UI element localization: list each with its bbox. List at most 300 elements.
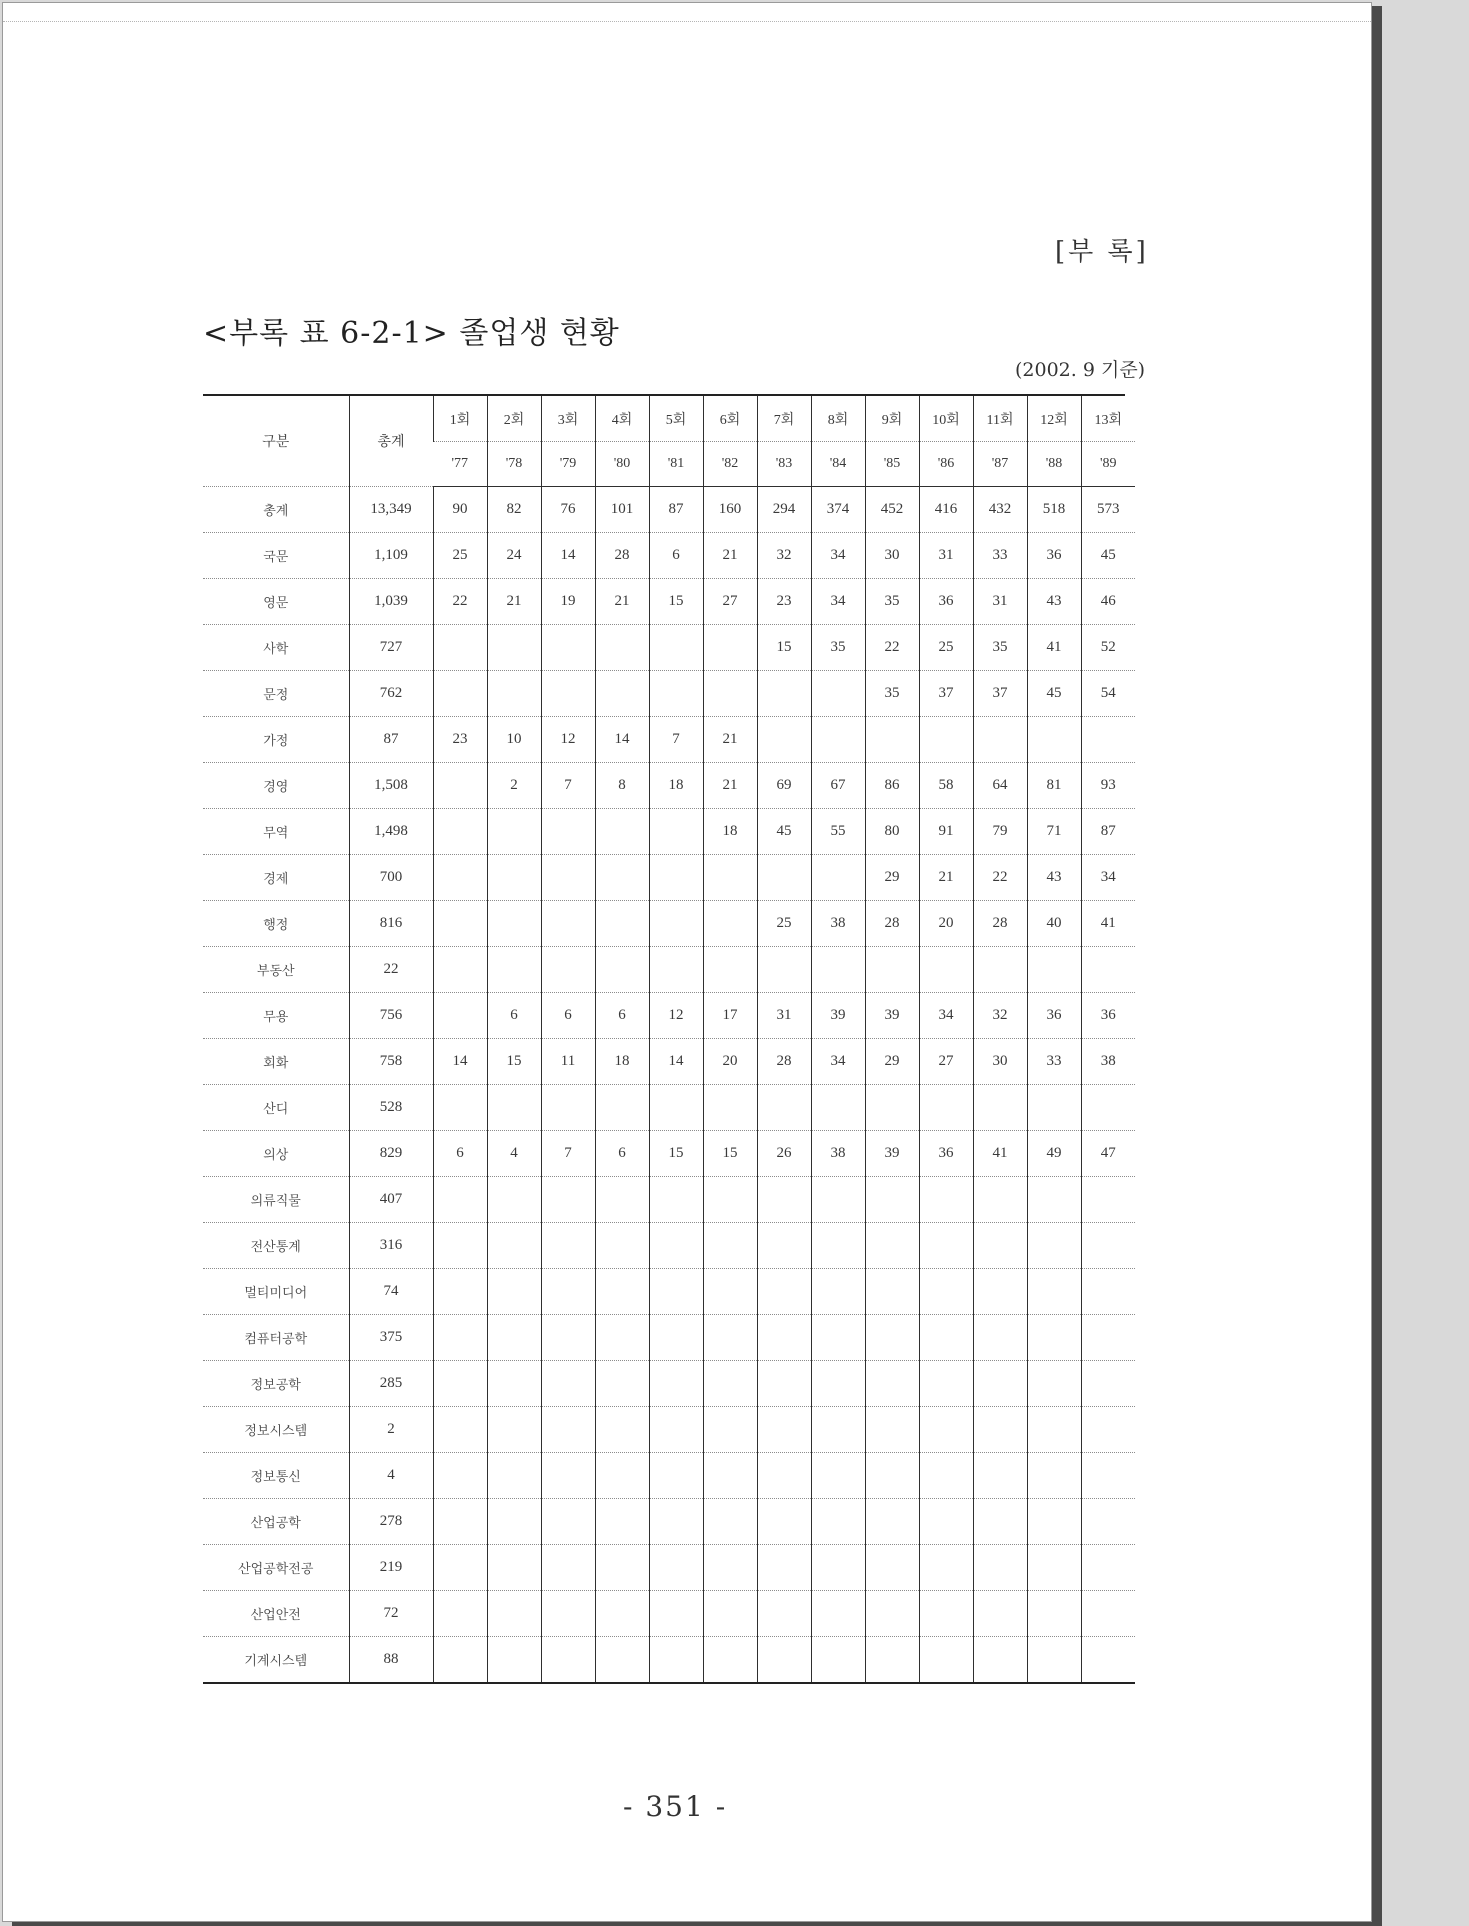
row-label: 기계시스템: [203, 1637, 349, 1684]
table-cell: 34: [811, 1039, 865, 1085]
table-cell: [649, 1545, 703, 1591]
table-cell: [919, 947, 973, 993]
table-cell: 28: [973, 901, 1027, 947]
table-cell: [757, 1407, 811, 1453]
header-round: 4회: [595, 396, 649, 442]
header-round: 10회: [919, 396, 973, 442]
table-cell: [1081, 1407, 1135, 1453]
table-cell: [1027, 1223, 1081, 1269]
row-label: 무역: [203, 809, 349, 855]
table-cell: [703, 625, 757, 671]
table-cell: 21: [703, 763, 757, 809]
table-cell: [703, 1269, 757, 1315]
table-cell: [433, 1453, 487, 1499]
table-cell: 25: [919, 625, 973, 671]
table-cell: [757, 1361, 811, 1407]
table-cell: 14: [595, 717, 649, 763]
table-cell: [595, 1177, 649, 1223]
table-cell: 18: [703, 809, 757, 855]
top-dotted-rule: [3, 21, 1371, 22]
table-cell: [1027, 1453, 1081, 1499]
table-cell: [1081, 1545, 1135, 1591]
table-cell: 6: [595, 993, 649, 1039]
table-cell: [865, 1223, 919, 1269]
table-cell: [1027, 1637, 1081, 1684]
table-cell: [811, 1453, 865, 1499]
table-row: [203, 1453, 1135, 1499]
table-cell: [595, 1407, 649, 1453]
header-round: 7회: [757, 396, 811, 442]
table-cell: 55: [811, 809, 865, 855]
table-cell: [919, 1315, 973, 1361]
table-cell: [541, 1545, 595, 1591]
header-total: 총계: [349, 396, 433, 487]
table-cell: 416: [919, 487, 973, 533]
table-cell: 30: [973, 1039, 1027, 1085]
row-total: 4: [349, 1453, 433, 1499]
row-total: 316: [349, 1223, 433, 1269]
table-cell: [1081, 947, 1135, 993]
table-cell: [811, 1407, 865, 1453]
table-cell: [649, 1499, 703, 1545]
table-row: [203, 1407, 1135, 1453]
table-cell: 22: [865, 625, 919, 671]
row-total: 758: [349, 1039, 433, 1085]
table-cell: [919, 1637, 973, 1684]
table-cell: 15: [487, 1039, 541, 1085]
row-total: 22: [349, 947, 433, 993]
table-cell: [919, 1223, 973, 1269]
table-cell: [865, 717, 919, 763]
table-cell: [919, 1407, 973, 1453]
header-year: '77: [433, 442, 487, 487]
table-cell: [1081, 1499, 1135, 1545]
table-cell: [1027, 1545, 1081, 1591]
table-cell: 15: [649, 1131, 703, 1177]
table-cell: 38: [811, 1131, 865, 1177]
table-cell: [1027, 1269, 1081, 1315]
table-cell: [541, 947, 595, 993]
table-cell: [703, 1407, 757, 1453]
table-cell: 18: [595, 1039, 649, 1085]
table-cell: [811, 1499, 865, 1545]
table-cell: 374: [811, 487, 865, 533]
table-cell: [595, 947, 649, 993]
table-cell: 101: [595, 487, 649, 533]
table-cell: [919, 1453, 973, 1499]
table-cell: [487, 947, 541, 993]
table-cell: 294: [757, 487, 811, 533]
table-cell: [757, 717, 811, 763]
table-cell: 6: [595, 1131, 649, 1177]
table-cell: 35: [811, 625, 865, 671]
table-cell: 76: [541, 487, 595, 533]
table-cell: 52: [1081, 625, 1135, 671]
table-cell: [433, 1269, 487, 1315]
header-year: '88: [1027, 442, 1081, 487]
table-cell: [703, 1223, 757, 1269]
row-label: 산업안전: [203, 1591, 349, 1637]
header-year: '84: [811, 442, 865, 487]
row-label: 정보공학: [203, 1361, 349, 1407]
table-cell: 34: [919, 993, 973, 1039]
table-cell: 14: [541, 533, 595, 579]
table-cell: [811, 717, 865, 763]
table-cell: [757, 1269, 811, 1315]
table-cell: [865, 1269, 919, 1315]
table-cell: [973, 1269, 1027, 1315]
row-total: 87: [349, 717, 433, 763]
table-cell: [703, 1545, 757, 1591]
table-cell: 19: [541, 579, 595, 625]
table-cell: [703, 1315, 757, 1361]
table-cell: [487, 1085, 541, 1131]
table-cell: 18: [649, 763, 703, 809]
table-cell: 81: [1027, 763, 1081, 809]
table-cell: [649, 947, 703, 993]
table-cell: [1081, 1591, 1135, 1637]
table-cell: 7: [541, 763, 595, 809]
table-cell: 36: [919, 579, 973, 625]
table-cell: 29: [865, 1039, 919, 1085]
row-label: 경영: [203, 763, 349, 809]
table-cell: [433, 671, 487, 717]
row-total: 219: [349, 1545, 433, 1591]
table-row: [203, 763, 1135, 809]
row-total: 1,039: [349, 579, 433, 625]
table-cell: [487, 1499, 541, 1545]
table-cell: [919, 1545, 973, 1591]
table-cell: [487, 1315, 541, 1361]
table-cell: [1081, 717, 1135, 763]
header-year: '78: [487, 442, 541, 487]
table-cell: 32: [757, 533, 811, 579]
table-cell: [487, 1637, 541, 1684]
table-cell: 67: [811, 763, 865, 809]
table-cell: [757, 1453, 811, 1499]
row-total: 375: [349, 1315, 433, 1361]
table-cell: [973, 1177, 1027, 1223]
table-cell: 15: [757, 625, 811, 671]
table-cell: [973, 1407, 1027, 1453]
table-cell: [757, 1085, 811, 1131]
header-round: 1회: [433, 396, 487, 442]
table-cell: 35: [865, 671, 919, 717]
table-cell: 80: [865, 809, 919, 855]
table-cell: [973, 1315, 1027, 1361]
table-cell: 43: [1027, 579, 1081, 625]
table-cell: [433, 1637, 487, 1684]
row-label: 멀티미디어: [203, 1269, 349, 1315]
table-cell: 43: [1027, 855, 1081, 901]
table-cell: [757, 1637, 811, 1684]
table-cell: 6: [487, 993, 541, 1039]
table-cell: [703, 1499, 757, 1545]
table-cell: 452: [865, 487, 919, 533]
row-label: 행정: [203, 901, 349, 947]
table-cell: [487, 1361, 541, 1407]
table-cell: [973, 1591, 1027, 1637]
row-label: 산업공학전공: [203, 1545, 349, 1591]
table-cell: [1081, 1269, 1135, 1315]
table-cell: 21: [703, 533, 757, 579]
table-body: [203, 487, 1135, 1684]
table-cell: [865, 947, 919, 993]
table-cell: 45: [757, 809, 811, 855]
table-cell: [703, 1361, 757, 1407]
row-total: 1,508: [349, 763, 433, 809]
row-label: 가정: [203, 717, 349, 763]
table-cell: 41: [973, 1131, 1027, 1177]
table-cell: [811, 1085, 865, 1131]
table-cell: [973, 1499, 1027, 1545]
graduates-table: [203, 396, 1135, 1684]
table-cell: [541, 671, 595, 717]
row-label: 문정: [203, 671, 349, 717]
table-cell: [541, 1453, 595, 1499]
table-row: [203, 1545, 1135, 1591]
document-page: [2, 2, 1372, 1922]
table-cell: [433, 1407, 487, 1453]
table-cell: 46: [1081, 579, 1135, 625]
row-total: 762: [349, 671, 433, 717]
header-round: 6회: [703, 396, 757, 442]
header-round: 13회: [1081, 396, 1135, 442]
table-cell: 6: [649, 533, 703, 579]
table-cell: 45: [1081, 533, 1135, 579]
table-cell: [433, 1591, 487, 1637]
table-row: [203, 1039, 1135, 1085]
table-cell: [865, 1407, 919, 1453]
table-cell: [595, 1499, 649, 1545]
table-cell: [595, 671, 649, 717]
table-cell: [973, 1545, 1027, 1591]
table-cell: 36: [919, 1131, 973, 1177]
table-cell: [757, 671, 811, 717]
table-cell: [703, 1177, 757, 1223]
table-cell: [487, 855, 541, 901]
table-cell: 4: [487, 1131, 541, 1177]
table-cell: [433, 763, 487, 809]
table-cell: [487, 1177, 541, 1223]
table-cell: 10: [487, 717, 541, 763]
table-cell: 87: [1081, 809, 1135, 855]
row-label: 컴퓨터공학: [203, 1315, 349, 1361]
table-cell: [811, 1361, 865, 1407]
table-cell: 49: [1027, 1131, 1081, 1177]
table-cell: 24: [487, 533, 541, 579]
table-cell: [919, 1361, 973, 1407]
table-cell: 36: [1081, 993, 1135, 1039]
table-cell: 12: [649, 993, 703, 1039]
table-cell: [1081, 1361, 1135, 1407]
table-cell: [973, 1637, 1027, 1684]
table-cell: 40: [1027, 901, 1081, 947]
row-label: 의상: [203, 1131, 349, 1177]
table-cell: 518: [1027, 487, 1081, 533]
header-year: '80: [595, 442, 649, 487]
table-cell: [487, 1223, 541, 1269]
table-cell: [1081, 1223, 1135, 1269]
header-round: 11회: [973, 396, 1027, 442]
table-cell: [1027, 1085, 1081, 1131]
table-cell: [865, 1177, 919, 1223]
table-cell: [649, 1315, 703, 1361]
table-cell: [541, 809, 595, 855]
table-cell: [703, 1085, 757, 1131]
table-cell: 91: [919, 809, 973, 855]
table-cell: [757, 1499, 811, 1545]
table-cell: 39: [865, 993, 919, 1039]
table-cell: 86: [865, 763, 919, 809]
table-cell: [865, 1361, 919, 1407]
row-total: 278: [349, 1499, 433, 1545]
table-cell: [919, 1085, 973, 1131]
table-cell: [919, 1499, 973, 1545]
table-cell: [433, 901, 487, 947]
table-cell: [865, 1591, 919, 1637]
table-cell: [541, 625, 595, 671]
table-cell: 21: [487, 579, 541, 625]
table-cell: [811, 1269, 865, 1315]
table-cell: [703, 901, 757, 947]
table-row: [203, 717, 1135, 763]
table-cell: 90: [433, 487, 487, 533]
table-row: [203, 947, 1135, 993]
table-cell: [703, 1453, 757, 1499]
table-cell: 37: [919, 671, 973, 717]
table-cell: [433, 1315, 487, 1361]
row-total: 1,498: [349, 809, 433, 855]
table-cell: 12: [541, 717, 595, 763]
table-cell: [703, 671, 757, 717]
table-cell: [595, 855, 649, 901]
table-cell: [541, 1499, 595, 1545]
header-round: 9회: [865, 396, 919, 442]
table-cell: [649, 1361, 703, 1407]
table-cell: 25: [433, 533, 487, 579]
row-label: 영문: [203, 579, 349, 625]
row-total: 1,109: [349, 533, 433, 579]
table-row: [203, 579, 1135, 625]
header-round: 3회: [541, 396, 595, 442]
table-cell: [811, 1223, 865, 1269]
table-row: [203, 1131, 1135, 1177]
table-cell: [1027, 1315, 1081, 1361]
table-cell: [865, 1085, 919, 1131]
table-cell: [811, 855, 865, 901]
table-cell: [1081, 1085, 1135, 1131]
row-total: 13,349: [349, 487, 433, 533]
table-cell: [595, 1315, 649, 1361]
header-year: '82: [703, 442, 757, 487]
table-cell: [703, 1637, 757, 1684]
table-cell: [865, 1637, 919, 1684]
header-year: '79: [541, 442, 595, 487]
table-row: [203, 1177, 1135, 1223]
table-row: [203, 1315, 1135, 1361]
table-row: [203, 1269, 1135, 1315]
row-label: 부동산: [203, 947, 349, 993]
table-cell: 41: [1081, 901, 1135, 947]
table-row: [203, 993, 1135, 1039]
table-cell: [433, 809, 487, 855]
header-year: '81: [649, 442, 703, 487]
table-cell: 432: [973, 487, 1027, 533]
header-year: '86: [919, 442, 973, 487]
table-cell: 6: [541, 993, 595, 1039]
table-cell: [433, 1177, 487, 1223]
table-cell: [649, 1407, 703, 1453]
header-year: '89: [1081, 442, 1135, 487]
table-cell: [1027, 1499, 1081, 1545]
row-total: 74: [349, 1269, 433, 1315]
table-cell: [649, 901, 703, 947]
row-total: 285: [349, 1361, 433, 1407]
table-cell: [757, 1315, 811, 1361]
table-cell: [649, 1453, 703, 1499]
date-note: (2002. 9 기준): [1015, 359, 1146, 381]
row-label: 총계: [203, 487, 349, 533]
table-cell: [433, 625, 487, 671]
table-cell: 54: [1081, 671, 1135, 717]
row-total: 72: [349, 1591, 433, 1637]
table-cell: [487, 1591, 541, 1637]
table-cell: 25: [757, 901, 811, 947]
table-cell: 29: [865, 855, 919, 901]
table-cell: [487, 809, 541, 855]
table-cell: 31: [973, 579, 1027, 625]
table-cell: [541, 1177, 595, 1223]
table-cell: [487, 1453, 541, 1499]
table-cell: 15: [703, 1131, 757, 1177]
row-label: 의류직물: [203, 1177, 349, 1223]
table-row: [203, 533, 1135, 579]
table-cell: [865, 1453, 919, 1499]
header-year: '87: [973, 442, 1027, 487]
table-cell: [649, 855, 703, 901]
table-cell: 27: [919, 1039, 973, 1085]
header-category: 구분: [203, 396, 349, 487]
table-cell: 39: [811, 993, 865, 1039]
row-label: 전산통계: [203, 1223, 349, 1269]
table-cell: [1027, 717, 1081, 763]
table-cell: [433, 1361, 487, 1407]
table-row: [203, 901, 1135, 947]
table-cell: [1081, 1315, 1135, 1361]
table-cell: [487, 671, 541, 717]
row-total: 727: [349, 625, 433, 671]
table-cell: [649, 1591, 703, 1637]
row-total: 88: [349, 1637, 433, 1684]
table-row: [203, 1499, 1135, 1545]
table-cell: 71: [1027, 809, 1081, 855]
table-row: [203, 1361, 1135, 1407]
table-cell: 36: [1027, 993, 1081, 1039]
table-cell: 79: [973, 809, 1027, 855]
table-cell: 58: [919, 763, 973, 809]
table-cell: 82: [487, 487, 541, 533]
table-cell: 27: [703, 579, 757, 625]
table-cell: [1027, 1591, 1081, 1637]
table-cell: 34: [1081, 855, 1135, 901]
table-cell: [595, 901, 649, 947]
table-cell: 22: [973, 855, 1027, 901]
table-cell: [973, 1223, 1027, 1269]
table-cell: [811, 671, 865, 717]
row-total: 829: [349, 1131, 433, 1177]
row-label: 정보통신: [203, 1453, 349, 1499]
